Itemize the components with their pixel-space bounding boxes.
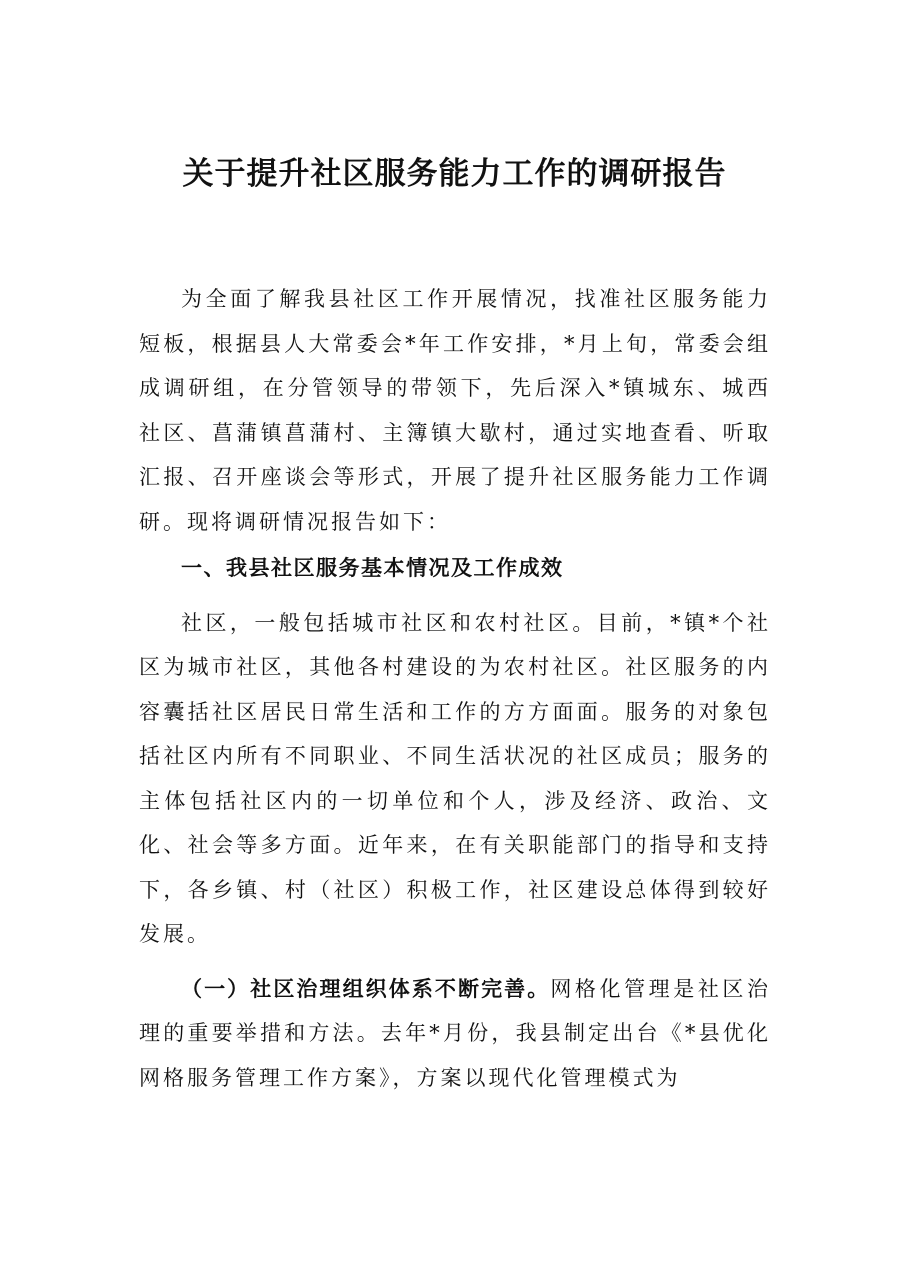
section-heading: 一、我县社区服务基本情况及工作成效: [181, 556, 564, 580]
intro-paragraph: 为全面了解我县社区工作开展情况，找准社区服务能力短板，根据县人大常委会*年工作安排，*月上旬，常委会组成调研组，在分管领导的带领下，先后深入*镇城东、城西社区、菖蒲镇菖蒲村、主簿镇大歇村，通过实地查看、听取汇报、召开座谈会等形式，开展了提升社区服务能力工作调研。现将调研情况报告如下：: [139, 287, 771, 534]
document-title: 关于提升社区服务能力工作的调研报告: [182, 156, 727, 192]
subsection-paragraph: [139, 967, 771, 1101]
document-body: [139, 277, 771, 1100]
section-paragraph: 社区，一般包括城市社区和农村社区。目前，*镇*个社区为城市社区，其他各村建设的为农村社区。社区服务的内容囊括社区居民日常生活和工作的方方面面。服务的对象包括社区内所有不同职业、不同生活状况的社区成员；服务的主体包括社区内的一切单位和个人，涉及经济、政治、文化、社会等多方面。近年来，在有关职能部门的指导和支持下，各乡镇、村（社区）积极工作，社区建设总体得到较好发展。: [139, 610, 771, 946]
subsection-text: 网格化管理是社区治理的重要举措和方法。去年*月份，我县制定出台《*县优化网格服务管理工作方案》，方案以现代化管理模式为: [139, 976, 772, 1090]
subsection-heading: （一）社区治理组织体系不断完善。: [181, 976, 551, 1001]
